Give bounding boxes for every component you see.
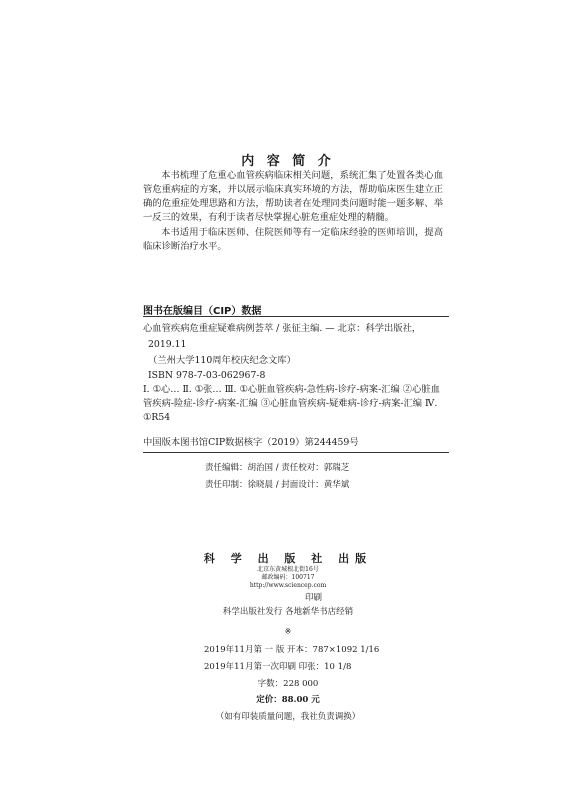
cip-heading: 图书在版编目（CIP）数据: [143, 306, 262, 317]
cip-isbn-line: ISBN 978-7-03-062967-8: [148, 370, 266, 381]
cip-series-line: （兰州大学110周年校庆纪念文库）: [148, 355, 296, 366]
cip-classification: Ⅰ. ①心… Ⅱ. ①张… Ⅲ. ①心脏血管疾病-急性病-诊疗-病案-汇编 ②心脏血管疾病-险症-诊疗-病案-汇编 ③心脏血管疾病-疑难病-诊疗-病案-汇编 Ⅳ. ①R54: [143, 384, 440, 423]
cip-title-line: 心血管疾病危重症疑难病例荟萃 / 张征主编. — 北京：科学出版社，: [143, 323, 422, 334]
publisher-postcode: 邮政编码：100717: [261, 574, 315, 581]
impression-line: 2019年11月第一次印刷 印张：10 1/8: [204, 662, 352, 672]
publisher-address: 北京东黄城根北街16号: [257, 566, 319, 573]
publisher-website: http://www.sciencep.com: [249, 582, 327, 589]
cip-number-line: 中国版本图书馆CIP数据核字（2019）第244459号: [143, 437, 359, 448]
printer-label: 印刷: [305, 593, 323, 603]
cip-date-line: 2019.11: [148, 339, 187, 350]
quality-note: （如有印装质量问题，我社负责调换）: [215, 712, 361, 722]
edition-line: 2019年11月第 一 版 开本：787×1092 1/16: [204, 645, 380, 655]
cip-bottom-rule: [143, 452, 449, 453]
seal-mark: ※: [284, 627, 292, 636]
staff-print-line: 责任印制：徐晓晨 / 封面设计：黄华斌: [205, 480, 350, 490]
distribution-line: 科学出版社发行 各地新华书店经销: [222, 607, 354, 617]
price-line: 定价：88.00 元: [256, 695, 320, 705]
staff-editor-line: 责任编辑：胡治国 / 责任校对：郭瑞芝: [205, 463, 350, 473]
word-count: 字数：228 000: [257, 679, 319, 689]
cip-top-rule: [143, 316, 449, 317]
intro-title: 内 容 简 介: [241, 154, 335, 169]
intro-paragraph-2: 本书适用于临床医师、住院医师等有一定临床经验的医师培训，提高临床诊断治疗水平。: [143, 227, 443, 252]
intro-paragraph-1: 本书梳理了危重心血管疾病临床相关问题，系统汇集了处置各类心血管危重病症的方案，并以展示临床真实环境的方法，帮助临床医生建立正确的危重症处理思路和方法，帮助读者在处理同类问题时能一题多解、举一反三的效果，有利于读者尽快掌握心脏危重症处理的精髓。: [143, 170, 443, 223]
publisher-name: 科 学 出 版 社 出版: [203, 552, 373, 565]
